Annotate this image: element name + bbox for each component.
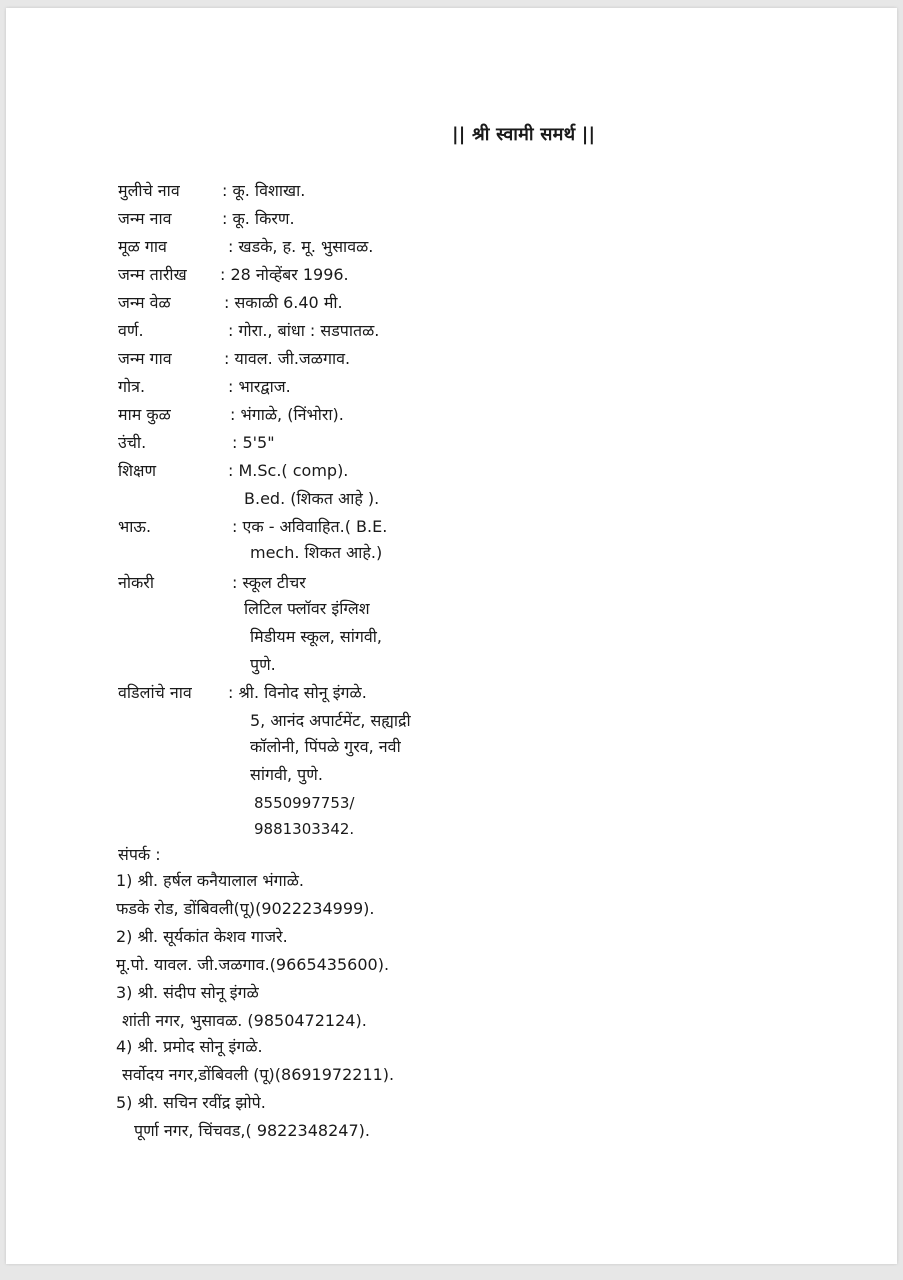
field-label-maternal-clan: माम कुळ (118, 405, 171, 424)
contact-line: 5) श्री. सचिन रवींद्र झोपे. (116, 1093, 266, 1112)
field-value-job-line: लिटिल फ्लॉवर इंग्लिश (244, 599, 370, 618)
field-value-birth-name: : कू. किरण. (222, 209, 295, 228)
field-value-father-phone: 9881303342. (254, 820, 355, 838)
contact-line: 4) श्री. प्रमोद सोनू इंगळे. (116, 1037, 263, 1056)
field-label-height: उंची. (118, 433, 147, 452)
contact-line: 2) श्री. सूर्यकांत केशव गाजरे. (116, 927, 288, 946)
field-value-birth-time: : सकाळी 6.40 मी. (224, 293, 343, 312)
field-value-native-place: : खडके, ह. मू. भुसावळ. (228, 237, 374, 256)
field-value-father-address: 5, आनंद अपार्टमेंट, सह्याद्री (250, 711, 411, 730)
field-value-birth-place: : यावल. जी.जळगाव. (224, 349, 351, 368)
field-value-education-line: B.ed. (शिकत आहे ). (244, 489, 380, 508)
field-label-education: शिक्षण (118, 461, 157, 480)
field-value-father-name: : श्री. विनोद सोनू इंगळे. (228, 683, 367, 702)
field-label-native-place: मूळ गाव (118, 237, 167, 256)
field-label-brother: भाऊ. (118, 517, 152, 536)
field-value-father-address: सांगवी, पुणे. (250, 765, 323, 784)
contact-line: 3) श्री. संदीप सोनू इंगळे (116, 983, 259, 1002)
field-value-maternal-clan: : भंगाळे, (निंभोरा). (230, 405, 344, 424)
field-value-education: : M.Sc.( comp). (228, 461, 349, 480)
contact-title: संपर्क : (118, 845, 161, 864)
field-value-gotra: : भारद्वाज. (228, 377, 291, 396)
field-value-brother-line: mech. शिकत आहे.) (250, 543, 383, 562)
field-value-job: : स्कूल टीचर (232, 573, 306, 592)
field-label-birth-date: जन्म तारीख (118, 265, 187, 284)
field-label-father-name: वडिलांचे नाव (118, 683, 192, 702)
field-value-height: : 5'5" (232, 433, 275, 452)
contact-line: सर्वोदय नगर,डोंबिवली (पू)(8691972211). (122, 1065, 395, 1084)
field-label-birth-name: जन्म नाव (118, 209, 172, 228)
field-value-name: : कू. विशाखा. (222, 181, 306, 200)
field-value-brother: : एक - अविवाहित.( B.E. (232, 517, 388, 536)
field-label-name: मुलीचे नाव (118, 181, 180, 200)
field-label-gotra: गोत्र. (118, 377, 146, 396)
contact-line: शांती नगर, भुसावळ. (9850472124). (122, 1011, 367, 1030)
field-value-job-line: मिडीयम स्कूल, सांगवी, (250, 627, 382, 646)
field-label-birth-place: जन्म गाव (118, 349, 172, 368)
contact-line: 1) श्री. हर्षल कनैयालाल भंगाळे. (116, 871, 304, 890)
field-value-birth-date: : 28 नोव्हेंबर 1996. (220, 265, 349, 284)
field-value-job-line: पुणे. (250, 655, 276, 674)
field-label-birth-time: जन्म वेळ (118, 293, 171, 312)
field-label-complexion: वर्ण. (118, 321, 144, 340)
field-value-father-address: कॉलोनी, पिंपळे गुरव, नवी (250, 737, 401, 756)
page-heading: || श्री स्वामी समर्थ || (452, 124, 596, 145)
field-value-complexion: : गोरा., बांधा : सडपातळ. (228, 321, 380, 340)
contact-line: पूर्णा नगर, चिंचवड,( 9822348247). (134, 1121, 370, 1140)
contact-line: मू.पो. यावल. जी.जळगाव.(9665435600). (116, 955, 390, 974)
field-value-father-phone: 8550997753/ (254, 794, 355, 812)
field-label-job: नोकरी (118, 573, 155, 592)
contact-line: फडके रोड, डोंबिवली(पू)(9022234999). (116, 899, 375, 918)
